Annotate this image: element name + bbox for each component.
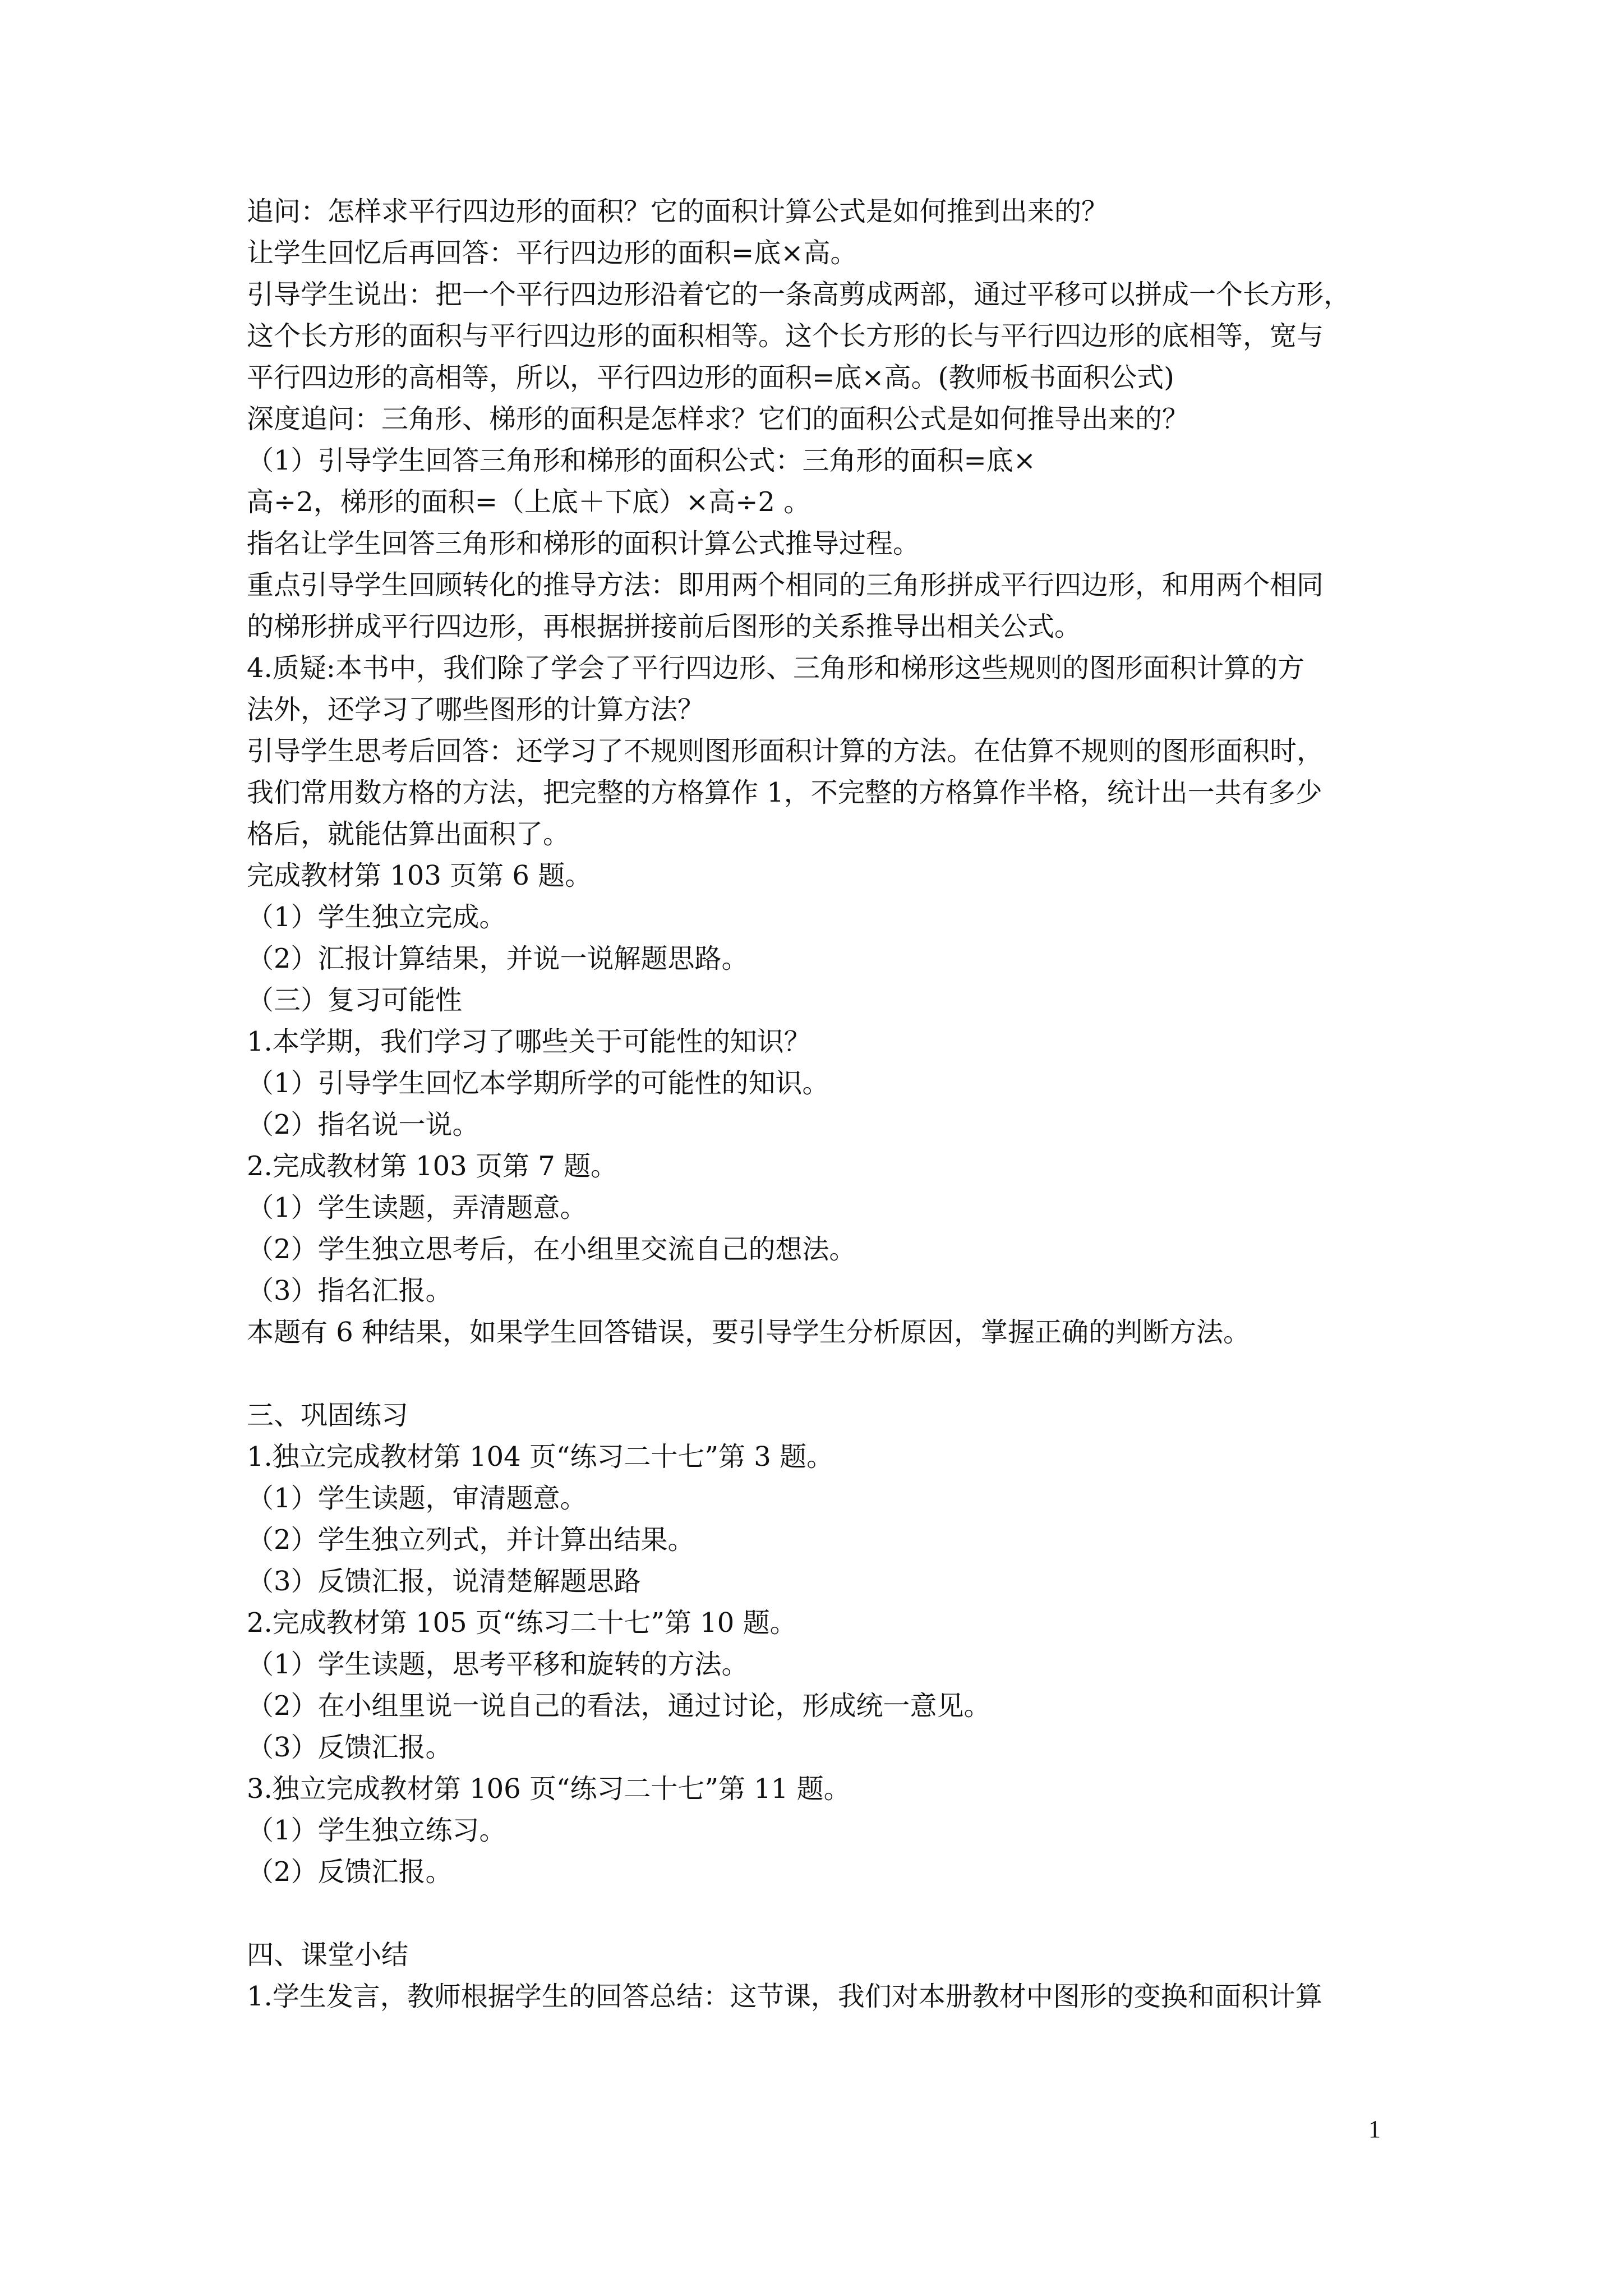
text-line: （2）学生独立列式，并计算出结果。 — [247, 1524, 695, 1556]
text-line: （1）学生独立完成。 — [247, 901, 506, 933]
text-line: 高÷2，梯形的面积=（上底＋下底）×高÷2 。 — [247, 486, 811, 518]
blank-line — [247, 1893, 1385, 1934]
text-line: （2）学生独立思考后，在小组里交流自己的想法。 — [247, 1234, 856, 1265]
blank-line — [247, 1353, 1385, 1395]
text-line: 引导学生说出：把一个平行四边形沿着它的一条高剪成两部，通过平移可以拼成一个长方形， — [247, 279, 1351, 310]
text-line: 4.质疑:本书中，我们除了学会了平行四边形、三角形和梯形这些规则的图形面积计算的方 — [247, 652, 1304, 684]
text-line: （2）指名说一说。 — [247, 1109, 479, 1140]
text-line: 四、课堂小结 — [247, 1939, 409, 1971]
text-line: （2）在小组里说一说自己的看法，通过讨论，形成统一意见。 — [247, 1690, 991, 1722]
text-line: （3）反馈汇报，说清楚解题思路 — [247, 1566, 641, 1597]
text-line: （1）学生读题，弄清题意。 — [247, 1192, 587, 1223]
text-line: 2.完成教材第 105 页“练习二十七”第 10 题。 — [247, 1607, 797, 1639]
text-line: （2）反馈汇报。 — [247, 1856, 453, 1888]
text-line: （1）引导学生回答三角形和梯形的面积公式：三角形的面积=底× — [247, 445, 1036, 476]
text-line: 1.本学期，我们学习了哪些关于可能性的知识？ — [247, 1026, 811, 1057]
text-line: （1）引导学生回忆本学期所学的可能性的知识。 — [247, 1068, 829, 1099]
text-line: 3.独立完成教材第 106 页“练习二十七”第 11 题。 — [247, 1773, 851, 1805]
document-body — [247, 191, 1385, 2017]
text-line: 1.学生发言，教师根据学生的回答总结：这节课，我们对本册教材中图形的变换和面积计算 — [247, 1981, 1322, 2012]
text-line: （1）学生独立练习。 — [247, 1815, 506, 1846]
text-line: 完成教材第 103 页第 6 题。 — [247, 860, 592, 891]
text-line: （2）汇报计算结果，并说一说解题思路。 — [247, 943, 749, 974]
text-line: （1）学生读题，审清题意。 — [247, 1483, 587, 1514]
text-line: 引导学生思考后回答：还学习了不规则图形面积计算的方法。在估算不规则的图形面积时， — [247, 735, 1324, 767]
text-line: 法外，还学习了哪些图形的计算方法？ — [247, 694, 705, 725]
text-line: 1.独立完成教材第 104 页“练习二十七”第 3 题。 — [247, 1441, 834, 1473]
text-line: （3）反馈汇报。 — [247, 1732, 453, 1763]
text-line: 深度追问：三角形、梯形的面积是怎样求？它们的面积公式是如何推导出来的？ — [247, 403, 1189, 435]
text-line: 我们常用数方格的方法，把完整的方格算作 1，不完整的方格算作半格，统计出一共有多少 — [247, 777, 1322, 808]
text-line: 本题有 6 种结果，如果学生回答错误，要引导学生分析原因，掌握正确的判断方法。 — [247, 1317, 1251, 1348]
text-line: （3）指名汇报。 — [247, 1275, 453, 1306]
text-line: （1）学生读题，思考平移和旋转的方法。 — [247, 1649, 749, 1680]
text-line: 平行四边形的高相等，所以，平行四边形的面积=底×高。(教师板书面积公式) — [247, 362, 1174, 393]
text-line: 重点引导学生回顾转化的推导方法：即用两个相同的三角形拼成平行四边形，和用两个相同 — [247, 569, 1324, 601]
text-line: 的梯形拼成平行四边形，再根据拼接前后图形的关系推导出相关公式。 — [247, 611, 1082, 642]
text-line: 格后，就能估算出面积了。 — [247, 818, 570, 850]
text-line: 指名让学生回答三角形和梯形的面积计算公式推导过程。 — [247, 528, 920, 559]
text-line: 2.完成教材第 103 页第 7 题。 — [247, 1151, 617, 1182]
text-line: 这个长方形的面积与平行四边形的面积相等。这个长方形的长与平行四边形的底相等，宽与 — [247, 320, 1324, 352]
text-line: （三）复习可能性 — [247, 984, 463, 1016]
text-line: 三、巩固练习 — [247, 1400, 409, 1431]
page-number: 1 — [1368, 2115, 1381, 2143]
text-line: 让学生回忆后再回答：平行四边形的面积=底×高。 — [247, 237, 857, 269]
text-line: 追问：怎样求平行四边形的面积？它的面积计算公式是如何推到出来的？ — [247, 196, 1109, 227]
